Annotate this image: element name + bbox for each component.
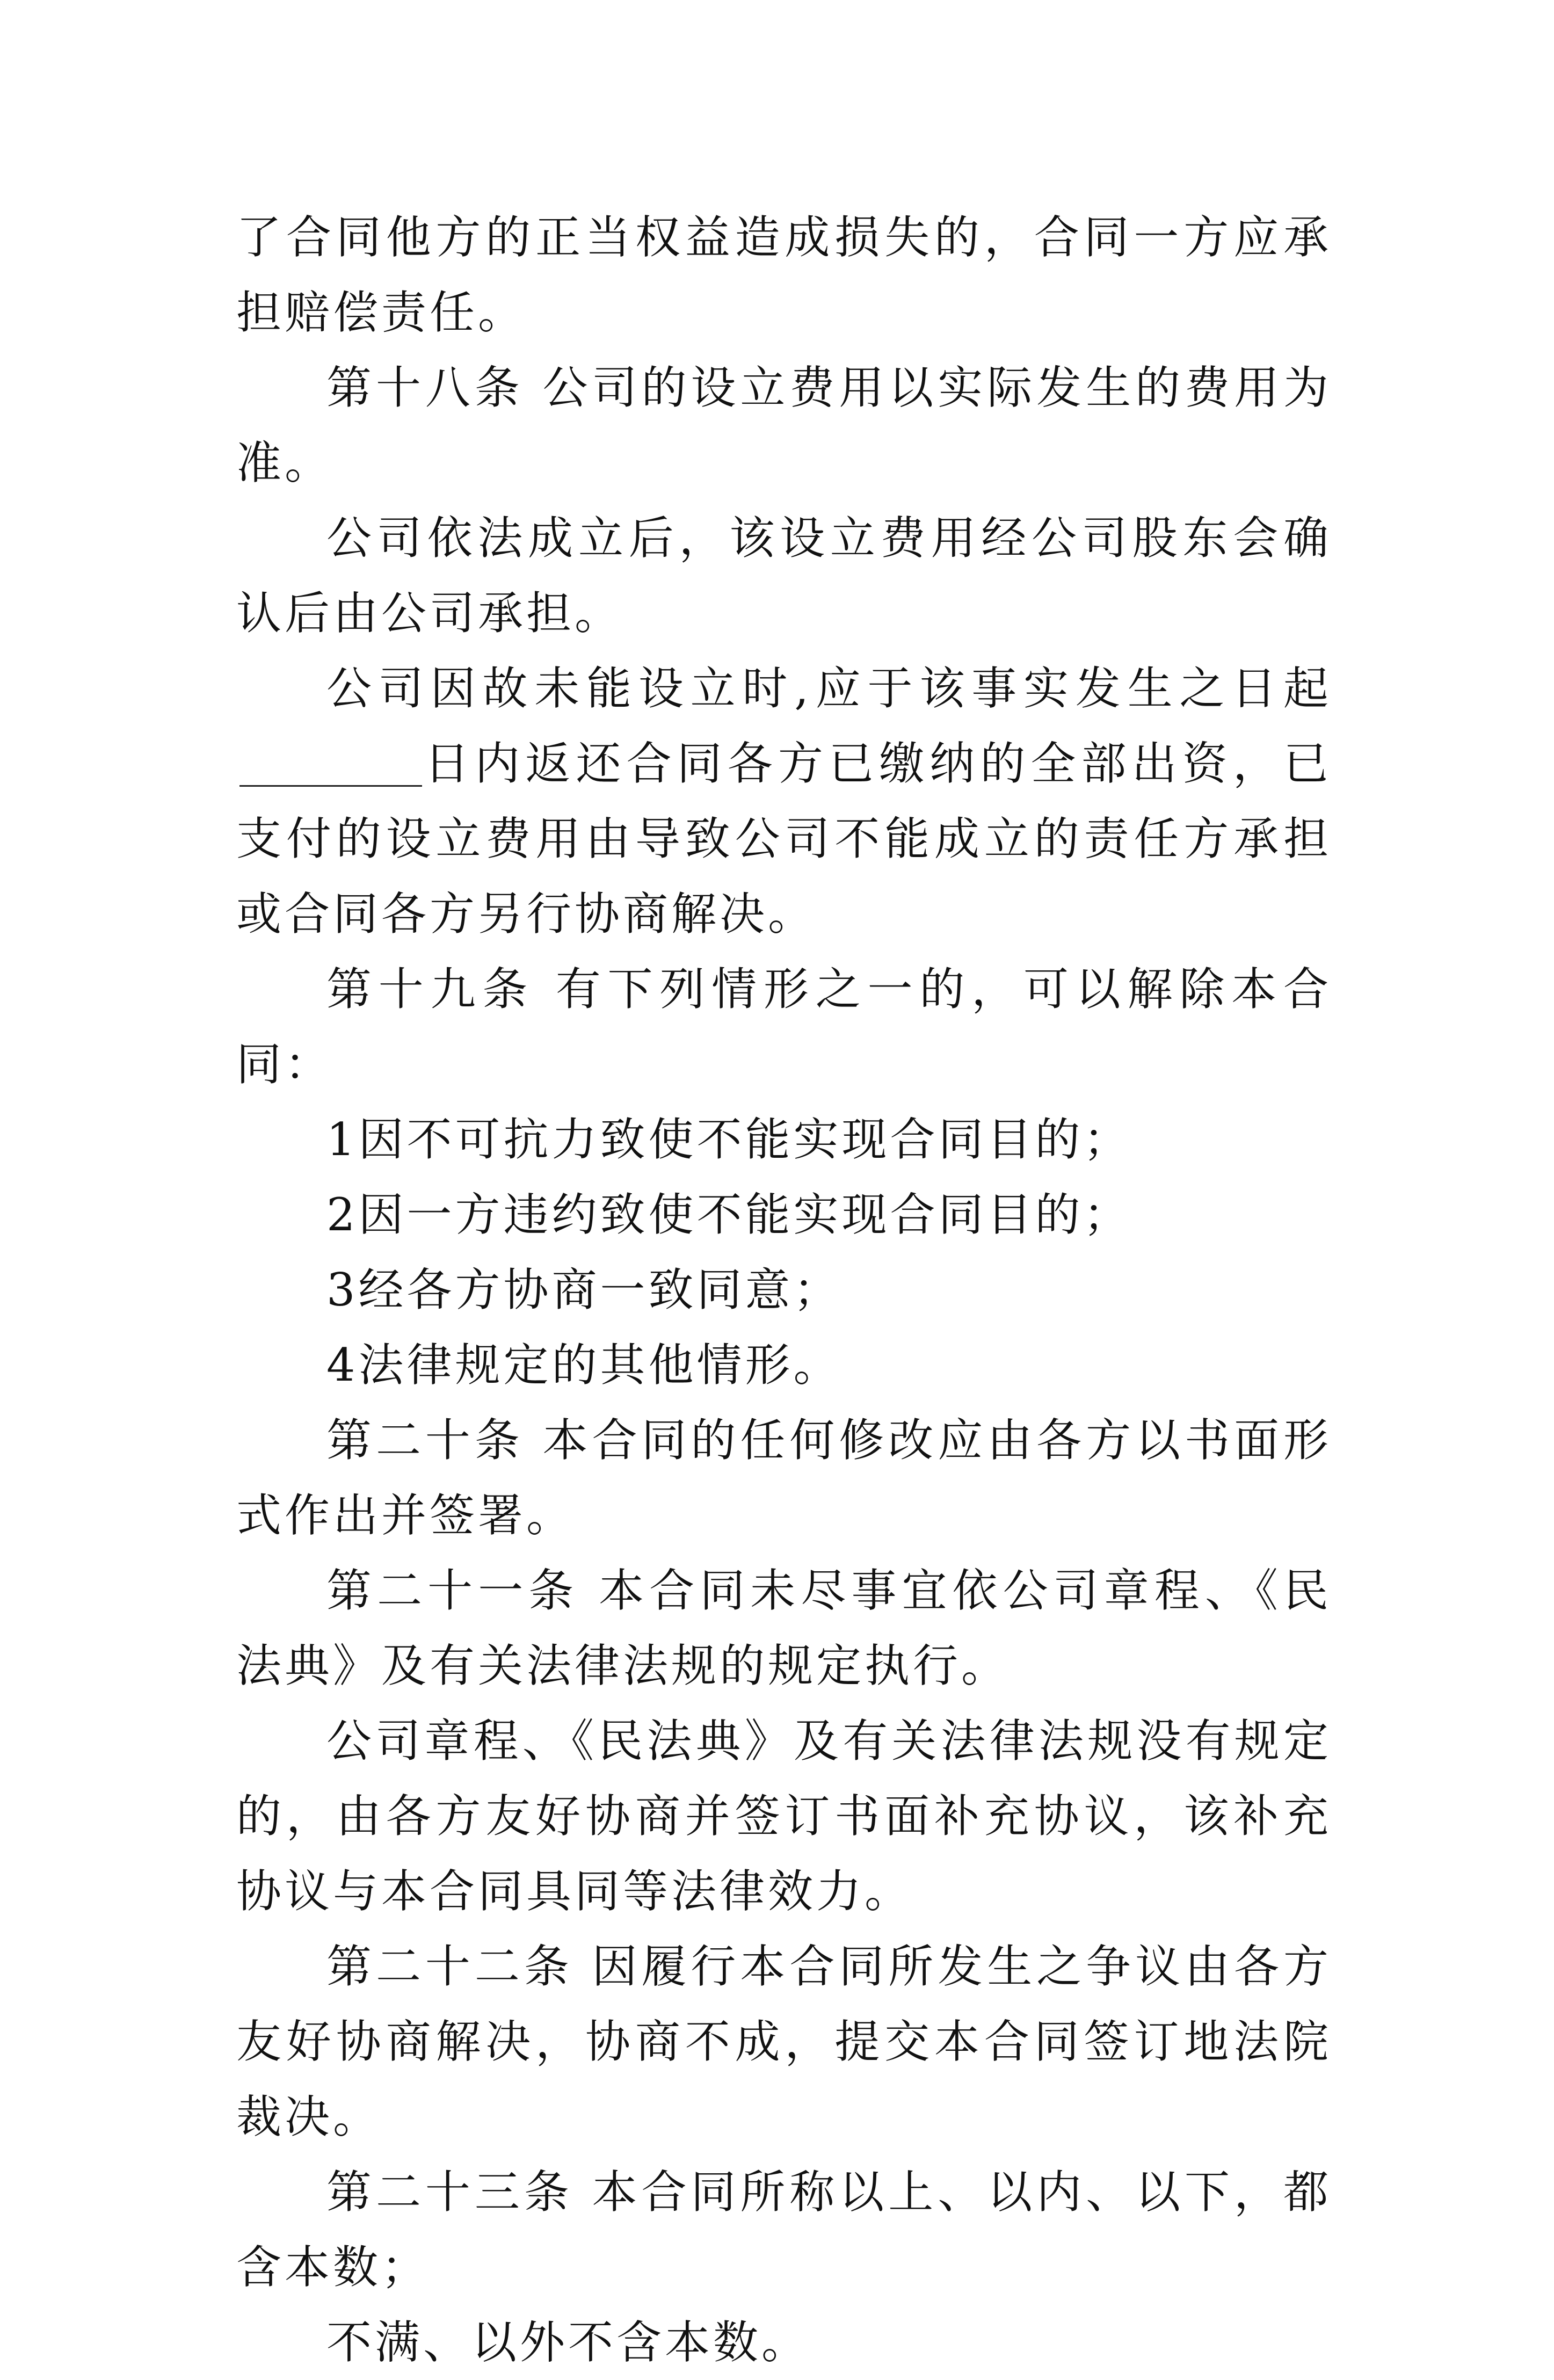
- paragraph-failure-to-establish: [236, 651, 1332, 952]
- paragraph-article-20: 第二十条 本合同的任何修改应由各方以书面形式作出并签署。: [236, 1414, 1332, 1542]
- paragraph-failure-text-after: 日内返还合同各方已缴纳的全部出资，已支付的设立费用由导致公司不能成立的责任方承担或合同各方另行协商解决。: [236, 737, 1332, 940]
- paragraph-article-21: 第二十一条 本合同未尽事宜依公司章程、《民法典》及有关法律法规的规定执行。: [236, 1564, 1332, 1692]
- paragraph-supplementary-agreement: 公司章程、《民法典》及有关法律法规没有规定的，由各方友好协商并签订书面补充协议，该补充协议与本合同具同等法律效力。: [236, 1715, 1332, 1918]
- list-item-4: 4法律规定的其他情形。: [326, 1339, 842, 1391]
- paragraph-article-23-continued: 不满、以外不含本数。: [326, 2316, 810, 2369]
- list-item-1: 1因不可抗力致使不能实现合同目的；: [326, 1113, 1132, 1166]
- document-body: [236, 200, 1332, 2380]
- list-item-3: 3经各方协商一致同意；: [326, 1264, 842, 1316]
- paragraph-failure-text-before: 公司因故未能设立时,应于该事实发生之日起: [326, 662, 1332, 715]
- fill-in-blank-days: [239, 740, 422, 787]
- paragraph-article-23: 第二十三条 本合同所称以上、以内、以下，都含本数；: [236, 2166, 1332, 2294]
- list-item-2: 2因一方违约致使不能实现合同目的；: [326, 1188, 1132, 1241]
- paragraph-compensation-clause-end: 了合同他方的正当权益造成损失的，合同一方应承担赔偿责任。: [236, 211, 1332, 339]
- paragraph-article-18: 第十八条 公司的设立费用以实际发生的费用为准。: [236, 361, 1332, 489]
- paragraph-article-22: 第二十二条 因履行本合同所发生之争议由各方友好协商解决，协商不成，提交本合同签订地法院裁决。: [236, 1940, 1332, 2143]
- paragraph-setup-costs-borne: 公司依法成立后，该设立费用经公司股东会确认后由公司承担。: [236, 512, 1332, 640]
- paragraph-article-19: 第十九条 有下列情形之一的，可以解除本合同：: [236, 963, 1332, 1091]
